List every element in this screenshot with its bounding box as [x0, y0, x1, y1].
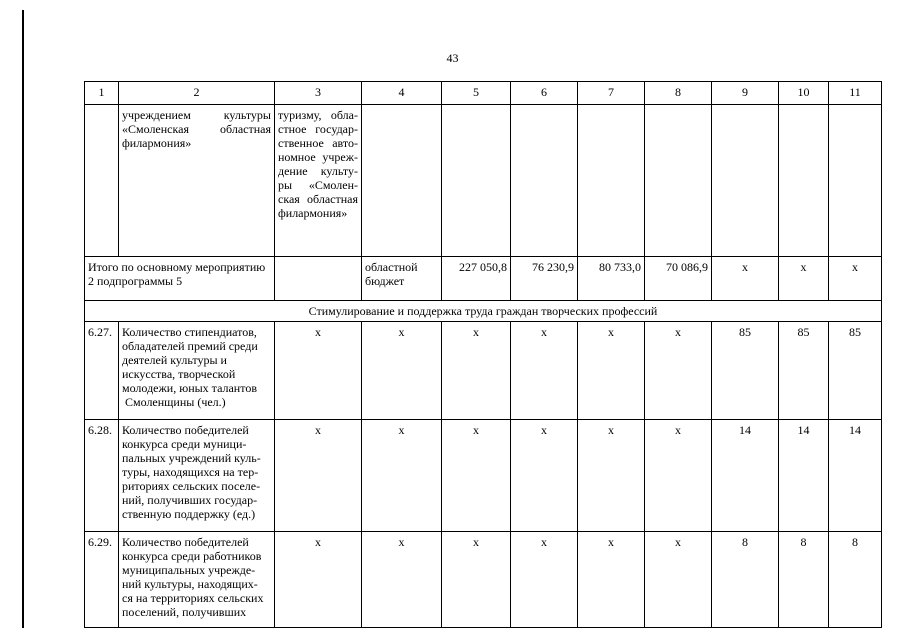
empty-cell — [779, 105, 829, 257]
indicator-name-cell: Количество победителей конкурса среди муници- пальных учреждений куль- туры, находящихся на тер- риториях сельских поселе- ний, получивших государ- ственную поддержку (ед.) — [119, 420, 275, 532]
section-title-row — [85, 301, 882, 322]
empty-cell — [645, 105, 712, 257]
value-cell: x — [578, 532, 645, 628]
header-cell: 10 — [779, 82, 829, 105]
total-value-cell: 76 230,9 — [511, 257, 578, 301]
value-cell: x — [442, 420, 511, 532]
empty-cell — [85, 105, 119, 257]
value-cell: x — [275, 322, 362, 420]
value-cell: 85 — [712, 322, 779, 420]
header-cell: 7 — [578, 82, 645, 105]
margin-bar — [22, 10, 24, 628]
total-row — [85, 257, 882, 301]
empty-cell — [275, 257, 362, 301]
value-cell: 8 — [712, 532, 779, 628]
value-cell: 85 — [779, 322, 829, 420]
indicator-name-cell: Количество стипендиатов, обладателей премий среди деятелей культуры и искусства, творческой молодежи, юных талантов Смоленщины (чел.) — [119, 322, 275, 420]
header-cell: 5 — [442, 82, 511, 105]
value-cell: x — [645, 322, 712, 420]
header-cell: 4 — [362, 82, 442, 105]
value-cell: 8 — [779, 532, 829, 628]
header-row — [85, 82, 882, 105]
header-cell: 8 — [645, 82, 712, 105]
value-cell: 14 — [829, 420, 882, 532]
value-cell: x — [275, 532, 362, 628]
empty-cell — [578, 105, 645, 257]
total-value-cell: 80 733,0 — [578, 257, 645, 301]
header-cell: 11 — [829, 82, 882, 105]
total-value-cell: x — [712, 257, 779, 301]
continuation-row — [85, 105, 882, 257]
table-row — [85, 420, 882, 532]
continuation-name-cell: учреждением культуры «Смоленская областная филармония» — [119, 105, 275, 257]
empty-cell — [712, 105, 779, 257]
value-cell: x — [362, 532, 442, 628]
value-cell: x — [645, 532, 712, 628]
value-cell: 14 — [779, 420, 829, 532]
section-title: Стимулирование и поддержка труда граждан творческих профессий — [85, 301, 882, 322]
empty-cell — [362, 105, 442, 257]
value-cell: x — [645, 420, 712, 532]
header-cell: 2 — [119, 82, 275, 105]
empty-cell — [829, 105, 882, 257]
header-cell: 9 — [712, 82, 779, 105]
value-cell: x — [275, 420, 362, 532]
value-cell: 8 — [829, 532, 882, 628]
continuation-executor-cell: туризму, обла- стное государ- ственное авто- номное учреж- дение культу- ры «Смолен- ская областная филармония» — [275, 105, 362, 257]
row-number: 6.28. — [85, 420, 119, 532]
header-cell: 3 — [275, 82, 362, 105]
value-cell: x — [362, 420, 442, 532]
indicator-name-cell: Количество победителей конкурса среди работников муниципальных учрежде- ний культуры, находящих- ся на территориях сельских поселений, получивших — [119, 532, 275, 628]
table-row — [85, 532, 882, 628]
total-value-cell: x — [829, 257, 882, 301]
row-number: 6.29. — [85, 532, 119, 628]
funding-source-cell: областной бюджет — [362, 257, 442, 301]
value-cell: x — [511, 322, 578, 420]
value-cell: x — [442, 322, 511, 420]
header-cell: 6 — [511, 82, 578, 105]
value-cell: x — [442, 532, 511, 628]
total-value-cell: 70 086,9 — [645, 257, 712, 301]
value-cell: x — [511, 532, 578, 628]
data-table — [84, 81, 882, 628]
value-cell: 14 — [712, 420, 779, 532]
header-cell: 1 — [85, 82, 119, 105]
total-value-cell: 227 050,8 — [442, 257, 511, 301]
page-number: 43 — [446, 51, 459, 65]
value-cell: x — [578, 322, 645, 420]
value-cell: x — [362, 322, 442, 420]
total-label-cell: Итого по основному мероприятию 2 подпрограммы 5 — [85, 257, 275, 301]
empty-cell — [442, 105, 511, 257]
value-cell: x — [578, 420, 645, 532]
value-cell: 85 — [829, 322, 882, 420]
row-number: 6.27. — [85, 322, 119, 420]
empty-cell — [511, 105, 578, 257]
table-row — [85, 322, 882, 420]
total-value-cell: x — [779, 257, 829, 301]
value-cell: x — [511, 420, 578, 532]
